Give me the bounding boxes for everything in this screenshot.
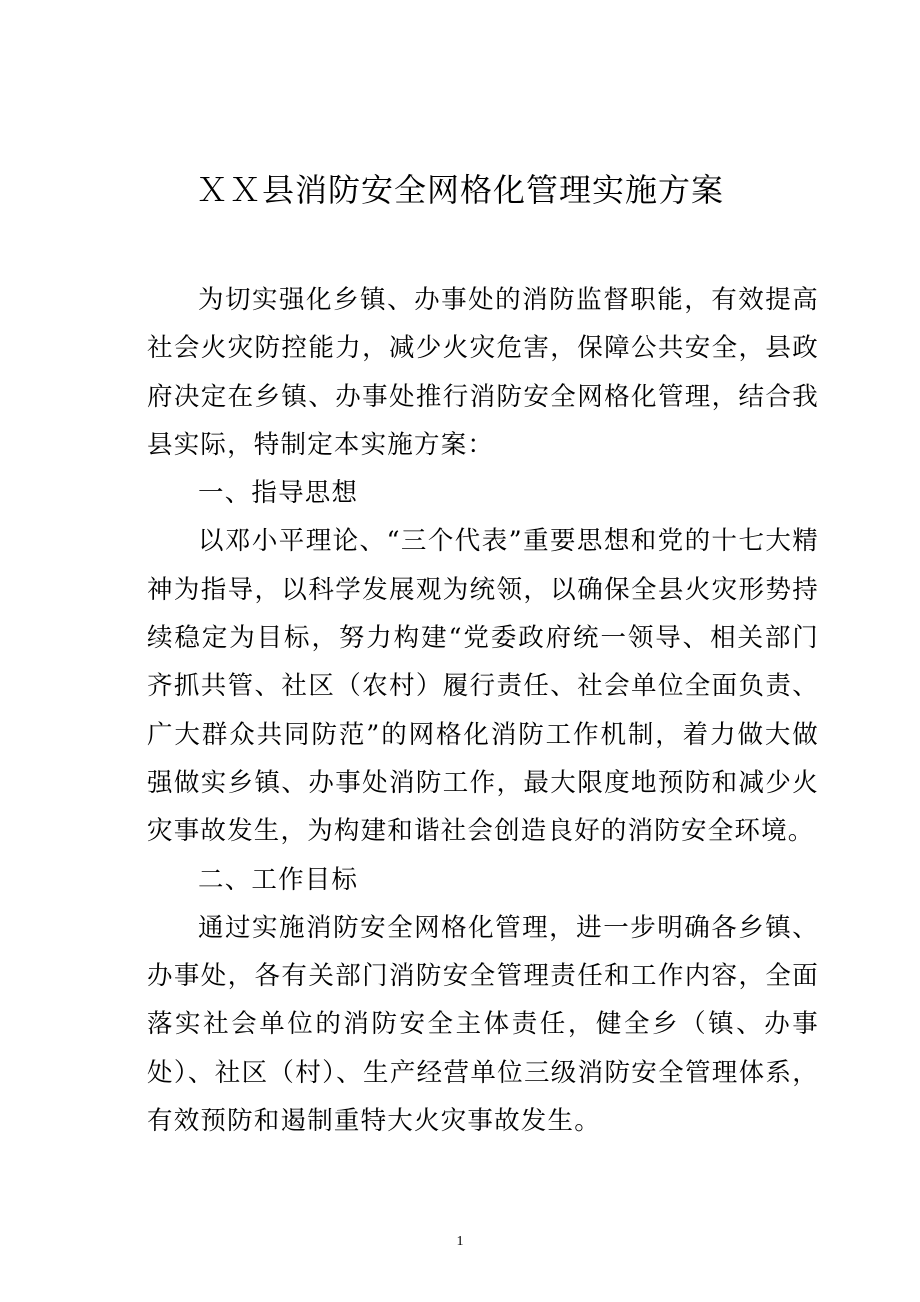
intro-paragraph: 为切实强化乡镇、办事处的消防监督职能，有效提高社会火灾防控能力，减少火灾危害，保障公共安全，县政府决定在乡镇、办事处推行消防安全网格化管理，结合我县实际，特制定本实施方案：: [147, 285, 819, 460]
document-body: [147, 276, 819, 1145]
guiding-ideology-paragraph: 以邓小平理论、“三个代表”重要思想和党的十七大精神为指导，以科学发展观为统领，以确保全县火灾形势持续稳定为目标，努力构建“党委政府统一领导、相关部门齐抓共管、社区（农村）履行责任、社会单位全面负责、广大群众共同防范”的网格化消防工作机制，着力做大做强做实乡镇、办事处消防工作，最大限度地预防和减少火灾事故发生，为构建和谐社会创造良好的消防安全环境。: [147, 526, 819, 847]
section-heading-work-goals: 二、工作目标: [198, 864, 359, 895]
section-heading-guiding-ideology: 一、指导思想: [198, 478, 359, 509]
page-number: 1: [456, 1234, 464, 1249]
document-title: ＸＸ县消防安全网格化管理实施方案: [195, 171, 724, 209]
work-goals-paragraph: 通过实施消防安全网格化管理，进一步明确各乡镇、办事处，各有关部门消防安全管理责任和工作内容，全面落实社会单位的消防安全主体责任，健全乡（镇、办事处）、社区（村）、生产经营单位三级消防安全管理体系，有效预防和遏制重特大火灾事故发生。: [147, 912, 819, 1137]
